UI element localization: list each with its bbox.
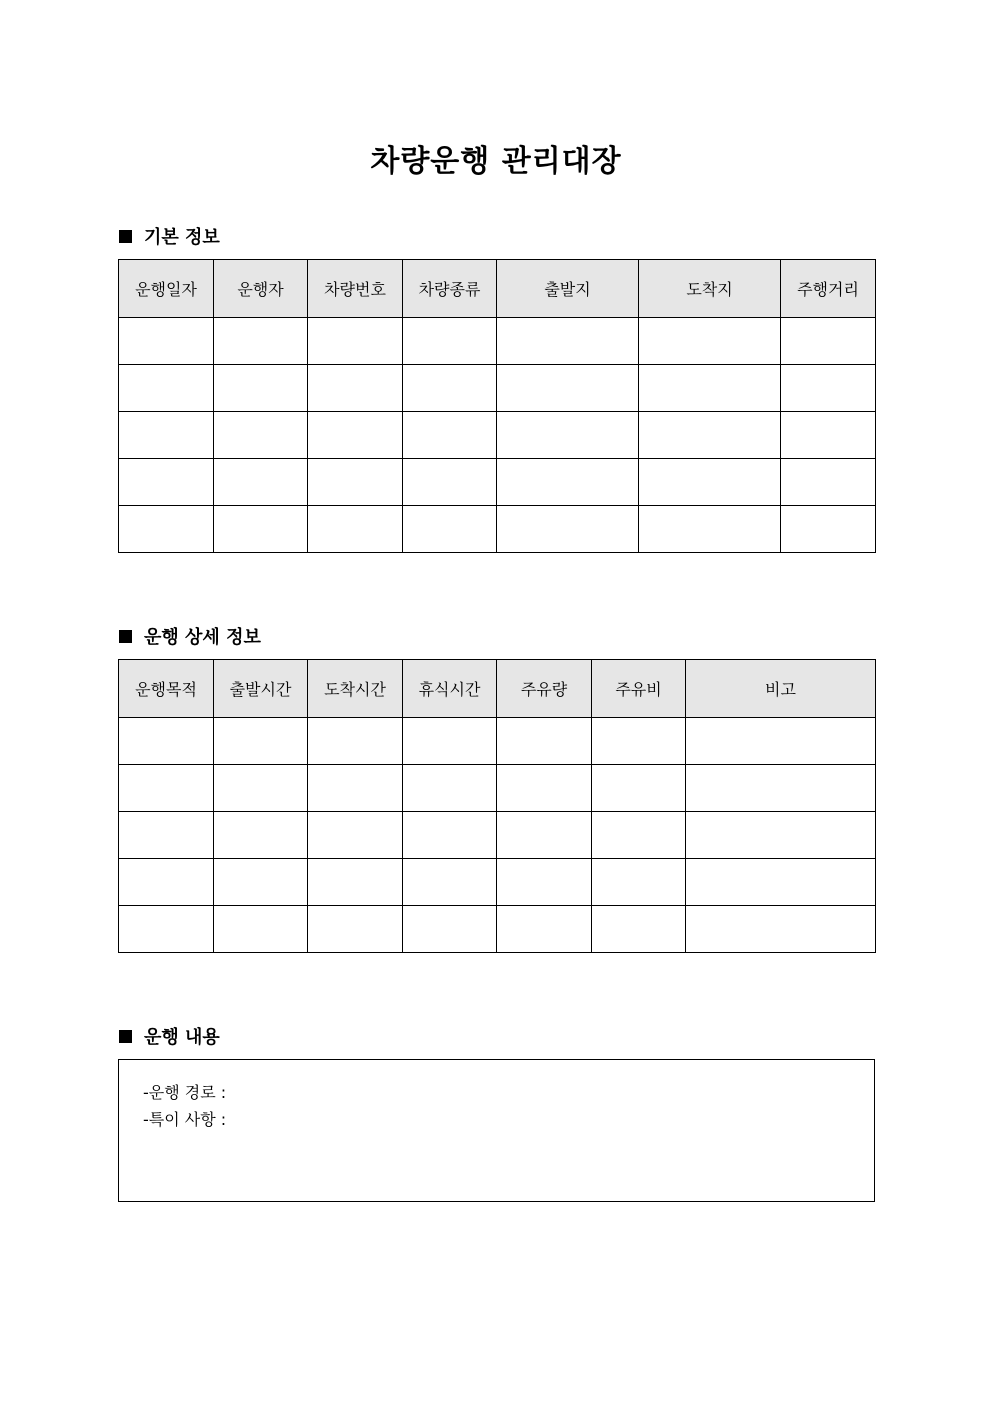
table-cell[interactable] [686,718,876,765]
table-cell[interactable] [119,318,214,365]
column-header-fuel-cost: 주유비 [592,660,686,718]
table-cell[interactable] [639,459,781,506]
table-cell[interactable] [214,906,308,953]
column-header-destination: 도착지 [639,260,781,318]
table-cell[interactable] [403,506,497,553]
table-cell[interactable] [119,412,214,459]
section-heading-basic-info [119,223,220,249]
table-cell[interactable] [119,812,214,859]
table-cell[interactable] [592,718,686,765]
table-row [119,506,876,553]
table-cell[interactable] [119,859,214,906]
table-cell[interactable] [781,459,876,506]
special-notes-label: -특이 사항 : [143,1110,227,1129]
table-cell[interactable] [214,412,308,459]
table-row [119,718,876,765]
column-header-distance: 주행거리 [781,260,876,318]
section-heading-text: 기본 정보 [144,227,220,248]
table-cell[interactable] [308,318,403,365]
route-label: -운행 경로 : [143,1083,227,1102]
table-cell[interactable] [403,718,497,765]
table-cell[interactable] [119,906,214,953]
table-cell[interactable] [781,506,876,553]
column-header-vehicle-number: 차량번호 [308,260,403,318]
column-header-operation-date: 운행일자 [119,260,214,318]
column-header-vehicle-type: 차량종류 [403,260,497,318]
table-cell[interactable] [403,459,497,506]
table-row [119,859,876,906]
table-cell[interactable] [497,412,639,459]
table-cell[interactable] [497,859,592,906]
column-header-departure-time: 출발시간 [214,660,308,718]
table-cell[interactable] [639,365,781,412]
table-cell[interactable] [497,812,592,859]
table-row [119,412,876,459]
table-cell[interactable] [119,765,214,812]
table-cell[interactable] [592,906,686,953]
column-header-fuel-amount: 주유량 [497,660,592,718]
table-cell[interactable] [308,365,403,412]
table-cell[interactable] [119,365,214,412]
table-cell[interactable] [403,412,497,459]
square-bullet-icon [119,1030,132,1043]
table-header-row [119,260,876,318]
table-cell[interactable] [781,412,876,459]
table-cell[interactable] [308,812,403,859]
column-header-driver: 운행자 [214,260,308,318]
table-cell[interactable] [214,859,308,906]
table-cell[interactable] [119,718,214,765]
table-row [119,906,876,953]
table-cell[interactable] [686,906,876,953]
table-cell[interactable] [403,906,497,953]
table-cell[interactable] [592,859,686,906]
table-cell[interactable] [639,412,781,459]
table-row [119,765,876,812]
table-cell[interactable] [497,506,639,553]
table-cell[interactable] [308,906,403,953]
table-cell[interactable] [639,318,781,365]
table-row [119,812,876,859]
section-heading-operation-content [119,1023,220,1049]
table-cell[interactable] [308,412,403,459]
section-heading-text: 운행 상세 정보 [144,627,261,648]
column-header-arrival-time: 도착시간 [308,660,403,718]
table-cell[interactable] [781,365,876,412]
section-heading-detail-info [119,623,261,649]
table-cell[interactable] [781,318,876,365]
column-header-rest-time: 휴식시간 [403,660,497,718]
table-cell[interactable] [119,459,214,506]
table-cell[interactable] [214,718,308,765]
table-row [119,459,876,506]
table-cell[interactable] [308,459,403,506]
table-header-row [119,660,876,718]
table-row [119,318,876,365]
basic-info-table [118,259,876,553]
page-title: 차량운행 관리대장 [370,144,622,179]
detail-info-table [118,659,876,953]
table-cell[interactable] [308,765,403,812]
operation-content-box[interactable] [118,1059,875,1202]
table-cell[interactable] [119,506,214,553]
table-cell[interactable] [308,859,403,906]
table-cell[interactable] [403,365,497,412]
table-cell[interactable] [497,906,592,953]
table-row [119,365,876,412]
table-cell[interactable] [497,365,639,412]
table-cell[interactable] [639,506,781,553]
table-cell[interactable] [403,318,497,365]
table-cell[interactable] [497,459,639,506]
table-cell[interactable] [592,765,686,812]
table-cell[interactable] [214,765,308,812]
table-cell[interactable] [403,765,497,812]
table-cell[interactable] [214,506,308,553]
section-heading-text: 운행 내용 [144,1027,220,1048]
column-header-departure: 출발지 [497,260,639,318]
square-bullet-icon [119,230,132,243]
table-cell[interactable] [214,365,308,412]
table-cell[interactable] [686,765,876,812]
table-cell[interactable] [686,859,876,906]
table-cell[interactable] [308,506,403,553]
table-cell[interactable] [403,812,497,859]
table-cell[interactable] [214,812,308,859]
column-header-remarks: 비고 [686,660,876,718]
table-cell[interactable] [214,318,308,365]
table-cell[interactable] [497,318,639,365]
column-header-purpose: 운행목적 [119,660,214,718]
table-cell[interactable] [403,859,497,906]
table-cell[interactable] [497,718,592,765]
table-cell[interactable] [686,812,876,859]
table-cell[interactable] [497,765,592,812]
table-cell[interactable] [308,718,403,765]
square-bullet-icon [119,630,132,643]
table-cell[interactable] [592,812,686,859]
table-cell[interactable] [214,459,308,506]
